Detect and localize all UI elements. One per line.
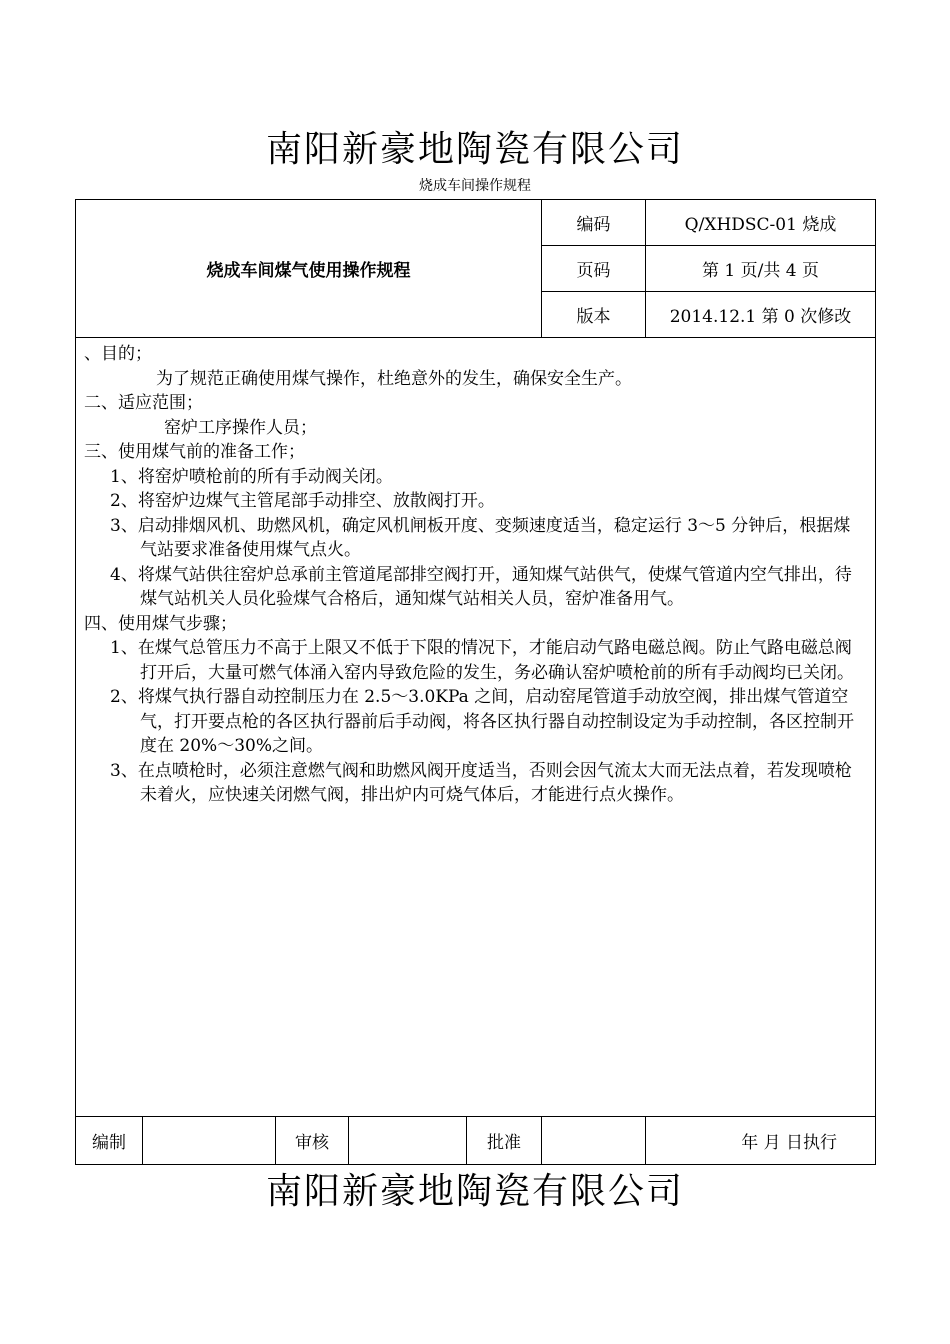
company-name-footer: 南阳新豪地陶瓷有限公司 [265,1171,684,1212]
step-item: 2、将煤气执行器自动控制压力在 2.5～3.0KPa 之间，启动窑尾管道手动放空阀，排出煤气管道空气，打开要点枪的各区执行器前后手动阀，将各区执行器自动控制设定为手动控制，各区控制开度在 20%～30%之间。 [110,687,854,756]
document-subtitle: 烧成车间操作规程 [419,178,531,194]
procedure-body [76,338,876,1117]
document-title: 烧成车间煤气使用操作规程 [76,200,542,338]
procedure-table [75,199,876,1165]
step-item: 3、在点喷枪时，必须注意燃气阀和助燃风阀开度适当，否则会因气流太大而无法点着，若发现喷枪未着火，应快速关闭燃气阀，排出炉内可烧气体后，才能进行点火操作。 [110,760,852,805]
code-value: Q/XHDSC-01 烧成 [646,200,876,246]
execute-date: 年 月 日执行 [646,1117,876,1165]
company-name-header: 南阳新豪地陶瓷有限公司 [265,129,684,170]
review-label: 审核 [276,1117,349,1165]
approve-label: 批准 [467,1117,542,1165]
preparation-item: 1、将窑炉喷枪前的所有手动阀关闭。 [110,466,393,487]
section-heading-scope: 二、适应范围； [84,393,203,413]
step-item: 1、在煤气总管压力不高于上限又不低于下限的情况下，才能启动气路电磁总阀。防止气路电磁总阀打开后，大量可燃气体涌入窑内导致危险的发生，务必确认窑炉喷枪前的所有手动阀均已关闭。 [110,638,854,683]
section-heading-steps: 四、使用煤气步骤； [84,613,237,634]
review-field[interactable] [349,1117,467,1165]
section-text-purpose: 为了规范正确使用煤气操作，杜绝意外的发生，确保安全生产。 [156,368,632,389]
page-label: 页码 [542,246,646,292]
preparation-item: 4、将煤气站供往窑炉总承前主管道尾部排空阀打开，通知煤气站供气，使煤气管道内空气排出，待煤气站机关人员化验煤气合格后，通知煤气站相关人员，窑炉准备用气。 [110,564,852,609]
section-heading-purpose: 、目的； [84,344,152,364]
version-label: 版本 [542,292,646,338]
section-text-scope: 窑炉工序操作人员； [164,417,317,438]
page-value: 第 1 页/共 4 页 [646,246,876,292]
section-heading-preparation: 三、使用煤气前的准备工作； [84,442,305,462]
preparation-item: 2、将窑炉边煤气主管尾部手动排空、放散阀打开。 [110,491,495,511]
preparation-item: 3、启动排烟风机、助燃风机，确定风机闸板开度、变频速度适当，稳定运行 3～5 分钟后，根据煤气站要求准备使用煤气点火。 [110,515,851,560]
code-label: 编码 [542,200,646,246]
compile-field[interactable] [143,1117,276,1165]
approve-field[interactable] [542,1117,646,1165]
compile-label: 编制 [76,1117,143,1165]
version-value: 2014.12.1 第 0 次修改 [646,292,876,338]
